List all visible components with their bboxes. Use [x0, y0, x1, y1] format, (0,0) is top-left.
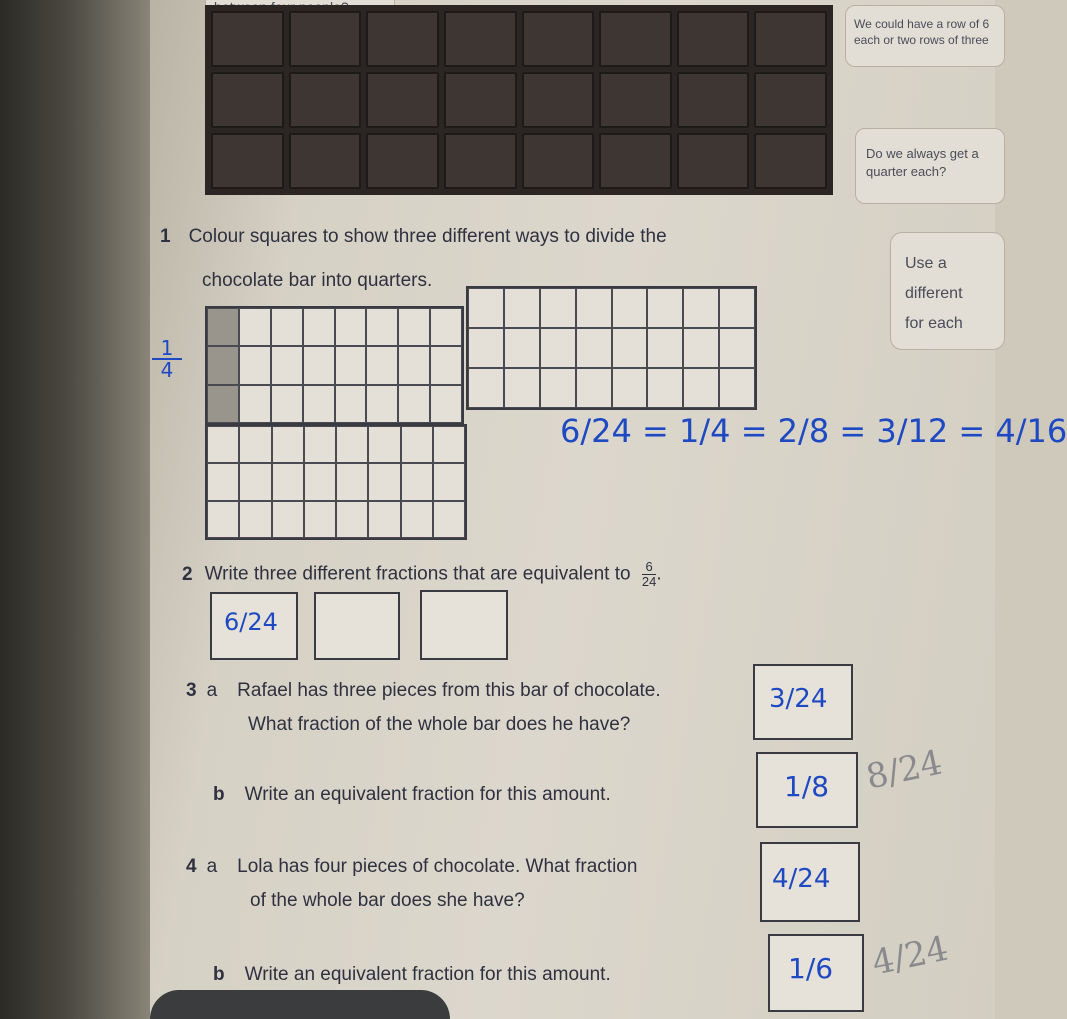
- chocolate-bar-image: [205, 5, 833, 195]
- q3a-text2: What fraction of the whole bar does he have?: [248, 714, 631, 735]
- q3a-answer-box[interactable]: [753, 664, 853, 740]
- q3b-answer: 1/8: [784, 770, 830, 803]
- bubble-right-3-line1: Use a different: [905, 255, 963, 302]
- q4b-answer-box[interactable]: [768, 934, 864, 1012]
- q2-number: 2: [182, 563, 193, 585]
- q3b-text: Write an equivalent fraction for this amount.: [244, 784, 611, 805]
- grid-c[interactable]: [205, 424, 467, 540]
- q4b-scribble: 4/24: [868, 928, 952, 984]
- margin-quarter-num: 1: [152, 338, 182, 360]
- q2-frac-num: 6: [642, 560, 656, 575]
- q2-text: Write three different fractions that are equivalent to: [204, 563, 631, 585]
- q4b-answer: 1/6: [788, 952, 834, 985]
- q2-fraction: [642, 560, 656, 589]
- q4a-text2: of the whole bar does she have?: [250, 890, 525, 911]
- q2-line: 2 Write three different fractions that are equivalent to $\frac{6}{24}$ .: [182, 559, 662, 589]
- q3a-answer: 3/24: [769, 684, 828, 714]
- eq-term-3: 2/8: [777, 412, 830, 450]
- q3a-label: a: [206, 680, 218, 701]
- q3b-label: b: [213, 784, 225, 805]
- q3a-line1: [186, 680, 661, 702]
- grid-a[interactable]: [205, 306, 464, 425]
- q2-answer-box-3[interactable]: [420, 590, 508, 660]
- speech-bubble-right-3: [890, 232, 1005, 350]
- q2-answer-box-1[interactable]: [210, 592, 298, 660]
- handwritten-equivalence: 6/24 = 1/4 = 2/8 = 3/12 = 4/16: [560, 412, 1067, 450]
- margin-quarter-note: [152, 338, 182, 380]
- q4a-label: a: [206, 856, 218, 877]
- eq-term-1: 6/24: [560, 412, 632, 450]
- q4a-answer: 4/24: [772, 864, 831, 894]
- eq-term-2: 1/4: [679, 412, 731, 450]
- q4a-line1: [186, 856, 637, 878]
- q4-number: 4: [186, 856, 197, 877]
- q3a-text: Rafael has three pieces from this bar of chocolate.: [237, 680, 661, 701]
- eq-term-4: 3/12: [876, 412, 949, 450]
- bubble-right-1-text: We could have a row of 6 each or two rows of three: [854, 17, 990, 47]
- q1-number: 1: [160, 226, 171, 247]
- bubble-right-3-line2: for each: [905, 315, 963, 332]
- eq-term-5: 4/16: [995, 412, 1067, 450]
- q4a-text: Lola has four pieces of chocolate. What fraction: [237, 856, 638, 877]
- bottom-object: [150, 990, 450, 1019]
- q4b-label: b: [213, 964, 225, 985]
- q4b-text: Write an equivalent fraction for this amount.: [244, 964, 611, 985]
- margin-quarter-den: 4: [160, 358, 174, 382]
- q3b-answer-box[interactable]: [756, 752, 858, 828]
- q4a-answer-box[interactable]: [760, 842, 860, 922]
- q3b-line: [213, 784, 611, 806]
- bubble-right-2-text: Do we always get a quarter each?: [866, 146, 979, 179]
- speech-bubble-right-2: [855, 128, 1005, 204]
- speech-bubble-right-1: [845, 5, 1005, 67]
- q1-line1: [160, 226, 667, 248]
- q2-answer-box-2[interactable]: [314, 592, 400, 660]
- q1-text-line1: Colour squares to show three different ways to divide the: [188, 226, 667, 247]
- q2-frac-den: 24: [641, 574, 657, 589]
- q3-number: 3: [186, 680, 197, 701]
- grid-b[interactable]: [466, 286, 757, 410]
- q1-line2: chocolate bar into quarters.: [202, 270, 433, 291]
- q4b-line: [213, 964, 611, 986]
- q2-answer-1: 6/24: [224, 608, 278, 636]
- q3b-scribble: 8/24: [862, 742, 946, 798]
